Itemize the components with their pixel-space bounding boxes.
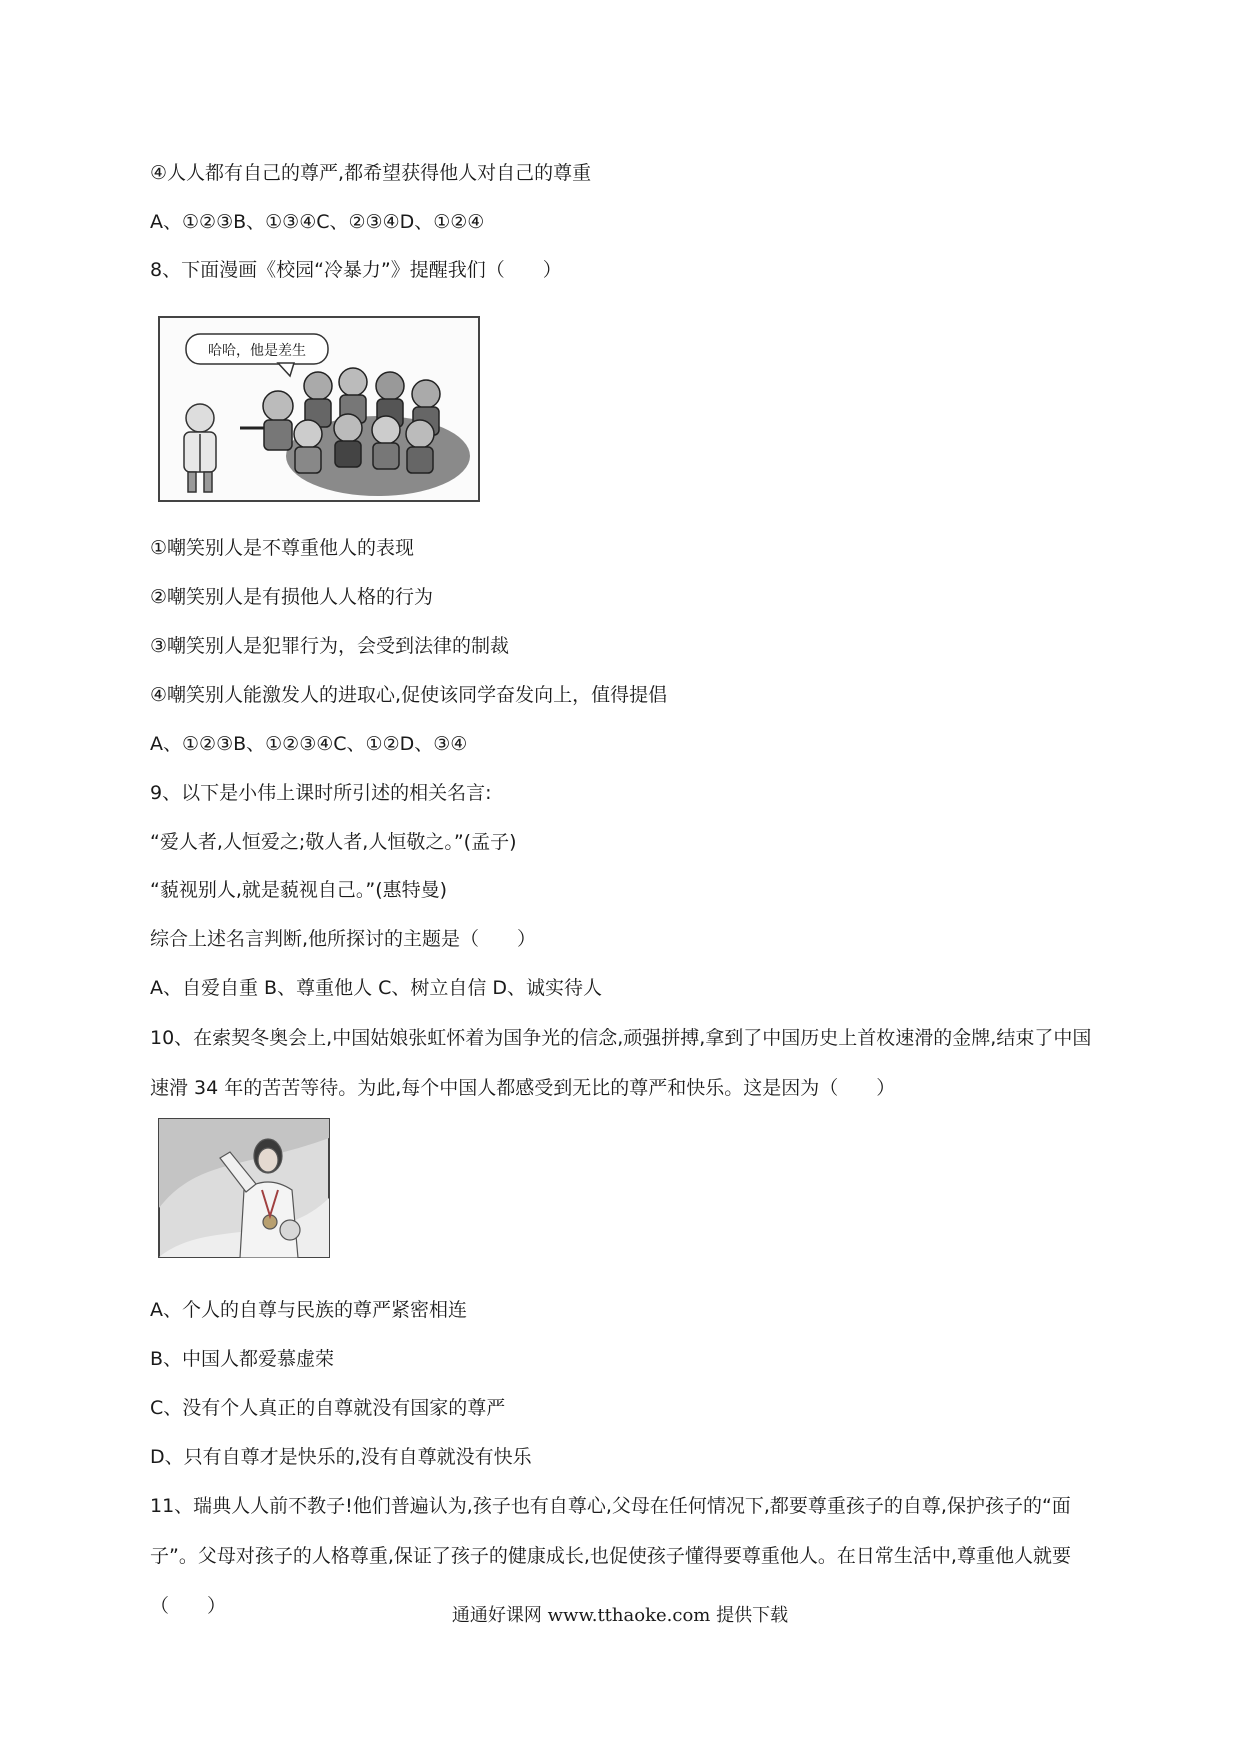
q8-question: 8、下面漫画《校园“冷暴力”》提醒我们（ ） bbox=[150, 259, 562, 281]
q8-option-2: ②嘲笑别人是有损他人人格的行为 bbox=[150, 586, 434, 608]
q8-option-1: ①嘲笑别人是不尊重他人的表现 bbox=[150, 537, 415, 559]
q10-question: 10、在索契冬奥会上,中国姑娘张虹怀着为国争光的信念,顽强拼搏,拿到了中国历史上首枚速滑的金牌,结束了中国速滑 34 年的苦苦等待。为此,每个中国人都感受到无比的尊严和快乐。这是因为（ ） bbox=[150, 1027, 1092, 1099]
q8-option-4: ④嘲笑别人能激发人的进取心,促使该同学奋发向上，值得提倡 bbox=[150, 684, 668, 706]
q10-option-d: D、只有自尊才是快乐的,没有自尊就没有快乐 bbox=[150, 1446, 532, 1468]
q10-option-c: C、没有个人真正的自尊就没有国家的尊严 bbox=[150, 1397, 506, 1419]
speech-bubble-text: 哈哈，他是差生 bbox=[208, 343, 306, 359]
q7-option-4: ④人人都有自己的尊严,都希望获得他人对自己的尊重 bbox=[150, 162, 592, 184]
photo-zhang-hong-salute bbox=[158, 1118, 330, 1258]
q7-answer-choices: A、①②③B、①③④C、②③④D、①②④ bbox=[150, 211, 485, 233]
q9-quote-whitman: “藐视别人,就是藐视自己。”(惠特曼) bbox=[150, 879, 448, 901]
q9-quote-mencius: “爱人者,人恒爱之;敬人者,人恒敬之。”(孟子) bbox=[150, 831, 517, 853]
q10-option-b: B、中国人都爱慕虚荣 bbox=[150, 1348, 335, 1370]
q10-option-a: A、个人的自尊与民族的尊严紧密相连 bbox=[150, 1299, 467, 1321]
q9-prompt: 综合上述名言判断,他所探讨的主题是（ ） bbox=[150, 928, 537, 950]
q11-question: 11、瑞典人人前不教子!他们普遍认为,孩子也有自尊心,父母在任何情况下,都要尊重孩子的自尊,保护孩子的“面子”。父母对孩子的人格尊重,保证了孩子的健康成长,也促使孩子懂得要尊重他人。在日常生活中,尊重他人就要 （ ） bbox=[150, 1495, 1090, 1617]
q8-answer-choices: A、①②③B、①②③④C、①②D、③④ bbox=[150, 733, 468, 755]
cartoon-cold-violence bbox=[158, 316, 480, 502]
page-footer: 通通好课网 www.tthaoke.com 提供下载 bbox=[451, 1605, 789, 1626]
q9-question: 9、以下是小伟上课时所引述的相关名言: bbox=[150, 782, 492, 804]
q8-option-3: ③嘲笑别人是犯罪行为，会受到法律的制裁 bbox=[150, 635, 510, 657]
q9-answer-choices: A、自爱自重 B、尊重他人 C、树立自信 D、诚实待人 bbox=[150, 977, 603, 999]
